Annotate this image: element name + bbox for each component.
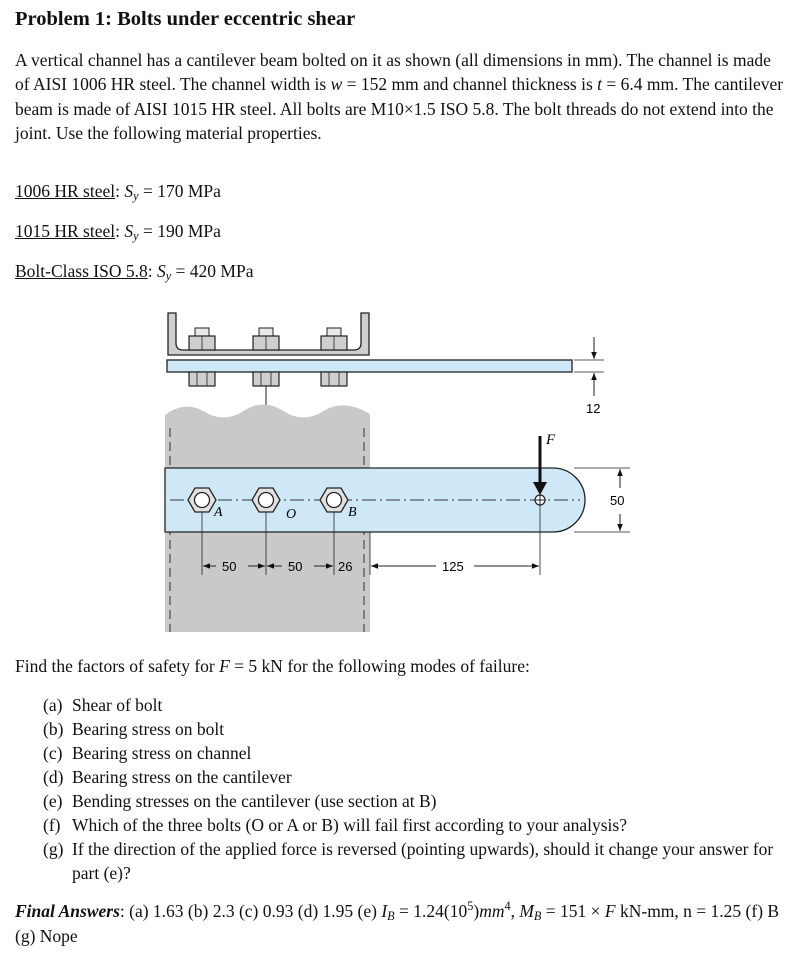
material-symbol: S: [156, 261, 166, 281]
problem-statement: [15, 48, 785, 145]
item-label: (g): [43, 839, 64, 859]
force-label: F: [546, 432, 556, 448]
item-text: Bearing stress on the cantilever: [72, 767, 292, 787]
item-label: (f): [43, 815, 61, 835]
material-1006: 1006 HR steel: $S_y = 170$ MPa: [15, 181, 221, 203]
problem-title: Problem 1: Bolts under eccentric shear: [15, 8, 356, 30]
intro-text-2: = 152 mm and channel thickness is: [342, 74, 598, 95]
list-item: [43, 789, 788, 813]
var-w: w: [330, 74, 343, 95]
lever-dimension: 125: [442, 559, 464, 574]
answers-separator: ,: [510, 901, 520, 921]
bolt-top-b: [321, 328, 347, 386]
intro-text-3: = 6.4 mm. The cantilever beam is made of AISI 1015 HR steel. All bolts are M10×1.5 ISO 5.8. The bolt threads do not extend into the joint. Use the following material properties.: [15, 74, 784, 143]
edge-dimension: 26: [338, 559, 353, 574]
ib-unit-exponent: 4: [504, 899, 511, 914]
ib-value: = 1.24(10: [394, 901, 468, 921]
list-item: [43, 741, 788, 765]
list-item: [43, 813, 788, 837]
channel-top-view: [167, 313, 604, 416]
bolted-joint-figure: [150, 305, 660, 640]
ib-symbol: I: [381, 901, 388, 921]
bolt-label-o: O: [286, 507, 297, 522]
material-1015: 1015 HR steel: $S_y = 190$ MPa: [15, 221, 221, 243]
answers-text-2: kN-mm, n = 1.25 (f) B (g) Nope: [15, 901, 780, 946]
find-text-post: = 5 kN for the following modes of failure:: [229, 656, 530, 676]
bolt-top-a: [189, 328, 215, 386]
var-t: t: [597, 74, 602, 95]
answers-heading: Final Answers: [15, 901, 120, 921]
width-dimension: 50: [610, 493, 625, 508]
item-text: Bending stresses on the cantilever (use section at B): [72, 791, 437, 811]
bolt-label-a: A: [214, 505, 223, 520]
final-answers: [15, 899, 785, 948]
list-item: [43, 765, 788, 789]
material-value: = 190 MPa: [138, 221, 221, 241]
material-value: = 170 MPa: [138, 181, 221, 201]
ib-paren: ): [473, 901, 480, 921]
material-subscript: y: [133, 189, 139, 203]
mb-subscript: B: [533, 909, 542, 923]
item-text: Shear of bolt: [72, 695, 163, 715]
find-text-pre: Find the factors of safety for: [15, 656, 220, 676]
item-label: (b): [43, 719, 64, 739]
item-label: (d): [43, 767, 64, 787]
material-label: 1015 HR steel: [15, 221, 116, 241]
material-symbol: S: [124, 181, 134, 201]
thickness-dimension: 12: [586, 401, 601, 416]
list-item: [43, 837, 788, 885]
ib-unit: mm: [479, 901, 505, 921]
list-item: [43, 717, 788, 741]
intro-text-1: A vertical channel has a cantilever beam bolted on it as shown (all dimensions in mm). The channel is made of AISI 1006 HR steel. The channel width is: [15, 50, 771, 95]
cantilever-top-view: [167, 360, 572, 372]
find-statement: [15, 656, 530, 677]
ib-subscript: B: [387, 909, 395, 923]
question-list: [43, 693, 788, 885]
material-subscript: y: [133, 229, 139, 243]
bolt-a: [188, 488, 216, 512]
item-text: Bearing stress on bolt: [72, 719, 225, 739]
mb-value: = 151 ×: [541, 901, 605, 921]
answers-text-1: : (a) 1.63 (b) 2.3 (c) 0.93 (d) 1.95 (e): [119, 901, 382, 921]
item-label: (a): [43, 695, 63, 715]
material-symbol: S: [124, 221, 134, 241]
ib-exponent: 5: [467, 899, 474, 914]
item-text: Which of the three bolts (O or A or B) will fail first according to your analysis?: [72, 815, 628, 835]
material-value: = 420 MPa: [171, 261, 254, 281]
bolt-o: [252, 488, 280, 512]
pitch-dimension-2: 50: [288, 559, 303, 574]
material-bolt: Bolt-Class ISO 5.8: $S_y = 420$ MPa: [15, 261, 254, 283]
list-item: [43, 693, 788, 717]
item-label: (e): [43, 791, 63, 811]
bolt-label-b: B: [348, 505, 357, 520]
bolt-top-o: [253, 328, 279, 386]
find-var-f: F: [219, 656, 230, 676]
material-subscript: y: [165, 269, 172, 283]
pitch-dimension-1: 50: [222, 559, 237, 574]
item-label: (c): [43, 743, 63, 763]
bolt-b: [320, 488, 348, 512]
material-label: 1006 HR steel: [15, 181, 116, 201]
mb-symbol: M: [519, 901, 534, 921]
material-label: Bolt-Class ISO 5.8: [15, 261, 148, 281]
item-text: Bearing stress on channel: [72, 743, 252, 763]
mb-var-f: F: [604, 901, 616, 921]
item-text: If the direction of the applied force is reversed (pointing upwards), should it change your answer for part (e)?: [72, 839, 774, 883]
